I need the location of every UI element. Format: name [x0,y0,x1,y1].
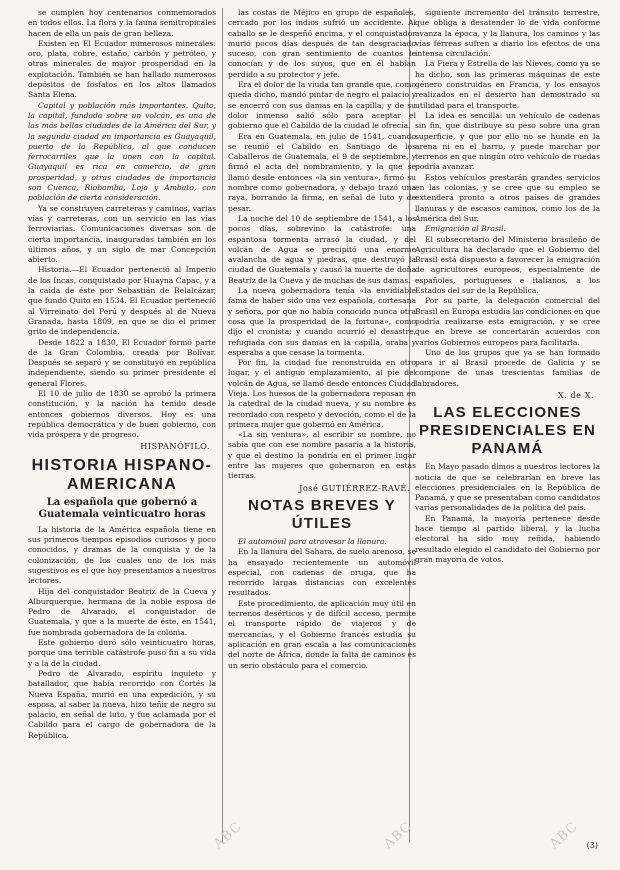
paragraph: Este procedimiento, de aplicación muy útil en terrenos desérticos y de difícil acceso, permite el transporte rápido de viajeros y de mercancías, y el Gobierno francés estudia su aplicación en gran escala a las comunicaciones del norte de África, donde la falta de caminos es un serio obstáculo para el comercio. [228,598,416,670]
signature: HISPANÓFILO. [140,441,210,452]
signature: X. de X. [557,389,594,400]
paragraph: El 10 de julio de 1830 se aprobó la primera constitución, y la nación ha tenido desde entonces gobiernos diversos. Hoy es una república democrática y de buen gobierno, con vida próspera y de progreso. [28,388,216,440]
paragraph: El subsecretario del Ministerio brasileño de Agricultura ha declarado que el Gobierno del Brasil está dispuesto a favorecer la emigración de agricultores europeos, especialmente de españoles, portugueses e italianos, a los Estados del sur de la República. [415,234,600,296]
signature: José GUTIÉRREZ-RAVÉ. [299,482,410,493]
paragraph: Este gobierno duró sólo veinticuatro horas, porque una terrible catástrofe puso fin a su vida y a la de la ciudad. [28,638,216,668]
paragraph: Pedro de Alvarado, espíritu inquieto y batallador, que había recorrido con Cortés la Nueva España, murió en una expedición, y su esposa, al saber la nueva, hizo teñir de negro su palacio, en señal de luto, y fue aclamada por el Cabildo para el cargo de gobernadora de la República. [28,668,216,740]
article-title: NOTAS BREVES Y ÚTILES [248,496,396,532]
paragraph: Estos vehículos prestarán grandes servicios en las colonias, y se cree que su empleo se extenderá pronto a otros países de grandes llanuras y de escasos caminos, como los de la América del Sur. [415,172,600,223]
column-right [415,8,600,848]
paragraph: La idea es sencilla: un vehículo de cadenas sin fin, que distribuye su peso sobre una gran superficie, y que por ello no se hunde en la arena ni en el barro, y puede marchar por terrenos en que ningún otro vehículo de ruedas podría avanzar. [415,110,600,172]
paragraph: «La sin ventura», al escribir su nombre, no sabía que con ese nombre pasaría a la historia, y que el destino la pondría en el primer lugar entre las mujeres que gobernaron en estas tierras. [228,430,416,481]
paragraph: se cumplen hoy centenarios conmemorados en todos ellos. La flora y la fauna semitropicales hacen de ella un país de gran belleza. [28,8,216,38]
paragraph: las costas de Méjico en grupo de españoles, cercado por los indios sufrió un accidente. Al caballo se le despeñó encima, y el conquistador murió pocos días después de tan desgraciado suceso, con gran sentimiento de cuantos le conocían y de los suyos, que en él habían perdido a su protector y jefe. [228,8,416,79]
paragraph: En la llanura del Sahara, de suelo arenoso, se ha ensayado recientemente un automóvil especial, con cadenas de oruga, que ha recorrido largas distancias con excelentes resultados. [228,547,416,598]
abc-watermark: ABC [211,819,246,852]
article-subtitle: La española que gobernó a Guatemala veinticuatro horas [38,496,206,520]
paragraph: Era el dolor de la viuda tan grande que, como queda dicho, mandó pintar de negro el palacio y se encerró con sus damas en la capilla; y de su dolor inmenso salió sólo para aceptar el gobierno que el Cabildo de la ciudad le ofrecía. [228,80,416,131]
paragraph: Ya se construyen carreteras y caminos, varias vías y carreteras, con un servicio en las vías ferroviarias. Comunicaciones diversas son de cierta importancia, inauguradas también en los últimos años, y un siglo de mar Concepción abierto. [28,203,216,265]
paragraph: siguiente incremento del tránsito terrestre, que obliga a desatender lo de vida conforme avanza la época, y la llanura, los caminos y las vías férreas sufren a diario los efectos de una intensa circulación. [415,8,600,59]
paragraph-lead: Emigración al Brasil. [425,224,507,234]
page-number: (3) [586,841,598,850]
abc-watermark: ABC [381,819,416,852]
paragraph: En Panamá, la mayoría pertenece desde hace tiempo al partido liberal, y la lucha electoral ha sido muy reñida, habiendo resultado elegido el candidato del Gobierno por gran mayoría de votos. [415,513,600,564]
paragraph: Uno de los grupos que ya se han formado para ir al Brasil procede de Galicia y se compone de unas trescientas familias de labradores. [415,347,600,388]
article-title: HISTORIA HISPANO-AMERICANA [31,456,213,493]
paragraph-lead: El automóvil para atravesar la llanura. [238,536,387,546]
article-title: LAS ELECCIONES PRESIDENCIALES EN PANAMÁ [418,404,597,458]
paragraph: Capital y población más importantes. Quito, la capital, fundada sobre un volcán, es una de las más bellas ciudades de la América del Sur, y la segunda ciudad en importancia es Guayaquil, puerto de la República, al que conducen ferrocarriles que la unen con la capital. Guayaquil es rica en comercio, de gran prosperidad, y otras ciudades de importancia son Cuenca, Riobamba, Loja y Ambato, con población de cierta consideración. [28,100,216,203]
paragraph: Desde 1822 a 1830, El Ecuador formó parte de la Gran Colombia, creada por Bolívar. Después se separó y se constituyó en república independiente, siendo su primer presidente el general Flores. [28,337,216,388]
paragraph: En Mayo pasado dimos a nuestros lectores la noticia de que se celebrarían en breve las elecciones presidenciales en la República de Panamá, y que se presentaban como candidatos varias personalidades de la política del país. [415,462,600,513]
column-rule [222,8,223,843]
paragraph: Historia.—El Ecuador perteneció al Imperio de los Incas, conquistado por Huayna Capac, y a la caída de éste por Sebastián de Belalcázar, que fundó Quito en 1534. El Ecuador perteneció al Virreinato del Perú y después al de Nueva Granada, hasta 1809, en que se dio el primer grito de independencia. [28,265,216,337]
paragraph: Por fin, la ciudad fue reconstruida en otro lugar, y el antiguo emplazamiento, al pie del volcán de Agua, se llamó desde entonces Ciudad Vieja. Los huesos de la gobernadora reposan en la catedral de la ciudad nueva, y su nombre es recordado con respeto y devoción, como el de la primera mujer que gobernó en América. [228,358,416,429]
paragraph: Era en Guatemala, en julio de 1541, cuando se reunió el Cabildo en Santiago de los Caballeros de Guatemala, el 9 de septiembre, y firmó el acta del nombramiento, y la que se llamó desde entonces «la sin ventura», firmó su nombre como gobernadora, y debajo trazó una raya, borrando la firma, en señal de luto y de pesar. [228,131,416,213]
paragraph: Existen en El Ecuador numerosos minerales: oro, plata, cobre, estaño, carbón y petróleo, y otras minerales de mayor prosperidad en la explotación. También se han hallado numerosos depósitos de fosfatos en los altos llamados Santa Elena. [28,38,216,100]
paragraph: Hija del conquistador Beatriz de la Cueva y Alburquerque, hermana de la noble esposa de Pedro de Alvarado, el conquistador de Guatemala, y que a la muerte de éste, en 1541, fue nombrada gobernadora de la colonia. [28,586,216,637]
paragraph: Por su parte, la delegación comercial del Brasil en Europa estudia las condiciones en que podría realizarse esta emigración, y se cree que en breve se concertarán acuerdos con varios Gobiernos europeos para facilitarla. [415,296,600,347]
paragraph: La historia de la América española tiene en sus primeros tiempos episodios curiosos y poco conocidos, y dramas de la conquista y de la colonización, de los cuales uno de los más sugestivos es el que hoy presentamos a nuestros lectores. [28,524,216,586]
paragraph: La nueva gobernadora tenía «la envidiable fama de haber sido una vez española, cortesana y señora, por que no había conocido nunca otra cosa que la prosperidad de la fortuna», como dijo el cronista; y cuando ocurrió el desastre, refugiada con sus damas en la capilla, oraba y esperaba a que cesase la tormenta. [228,286,416,357]
column-middle [228,8,416,848]
paragraph: La Fiera y Estrella de las Nieves, como ya se ha dicho, son las primeras máquinas de este género construidas en Francia, y los ensayos realizados en el desierto han demostrado su utilidad para el transporte. [415,59,600,110]
column-left [28,8,216,848]
abc-watermark: ABC [547,819,582,852]
paragraph: La noche del 10 de septiembre de 1541, a los pocos días, sobrevino la catástrofe: una espantosa tormenta arrasó la ciudad, y del volcán de Agua se precipitó una enorme avalancha de agua y piedras, que destruyó la ciudad de Guatemala y causó la muerte de doña Beatriz de la Cueva y de muchas de sus damas. [228,213,416,285]
